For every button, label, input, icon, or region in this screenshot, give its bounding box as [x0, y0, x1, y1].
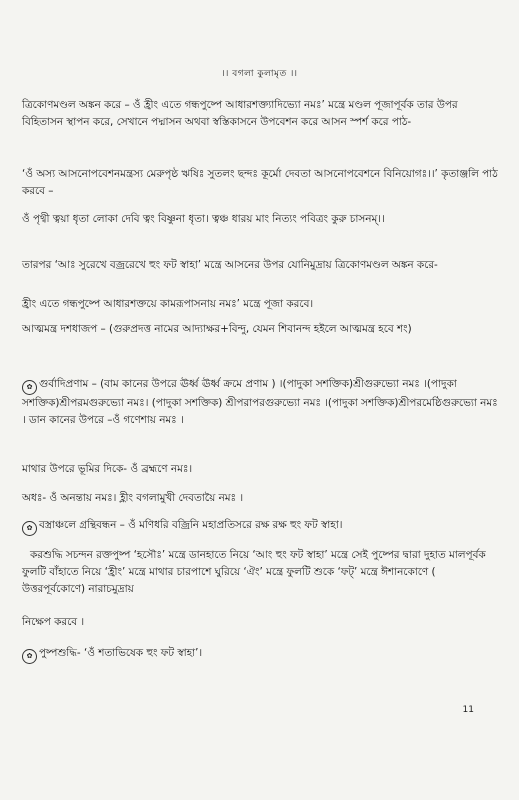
paragraph-granthi-bandhan — [22, 517, 500, 536]
running-header: ।। বগলা কুলামৃত ।। — [221, 69, 298, 79]
section-mark-icon: ✿ — [22, 521, 37, 536]
paragraph-nikshep: নিক্ষেপ করবে । — [22, 616, 85, 628]
paragraph-prithvi-mantra: ওঁ পৃথ্বী ত্বয়া ধৃতা লোকা দেবি ত্বং বিষ্ণুনা ধৃতা। ত্বঞ্চ ধারয় মাং নিত্যং পবিত্রং কুরু চাসনম্।। — [22, 213, 385, 225]
page-number: 11 — [462, 705, 474, 715]
paragraph-guru-pranam — [22, 376, 500, 429]
section-mark-icon: ✿ — [22, 649, 37, 664]
paragraph-pushpa-shuddhi — [22, 645, 500, 664]
paragraph-asana-mantra: ‘ওঁ অস্য আসনোপবেশনমন্ত্রস্য মেরুপৃষ্ঠ ঋষিঃ সুতলং ছন্দঃ কূর্মো দেবতা আসনোপবেশনে বিনিয়োগঃ।।’ কৃতাঞ্জলি পাঠ করবে – — [22, 168, 498, 197]
paragraph-yoni-mudra: তারপর ‘আঃ সুরেখে বজ্ররেখে হুং ফট স্বাহা’ মন্ত্রে আসনের উপর যোনিমুদ্রায় ত্রিকোণমণ্ডল অঙ্কন করে- — [22, 259, 438, 271]
section-mark-icon: ✿ — [22, 380, 37, 395]
pushpa-shuddhi-text: পুষ্পশুদ্ধি- ‘ওঁ শতাভিষেক হুং ফট স্বাহা’। — [39, 647, 203, 659]
paragraph-kara-shuddhi: করশুদ্ধি সচন্দন রক্তপুষ্প ‘হসৌঃ’ মন্ত্রে ডানহাতে নিয়ে ‘আং হুং ফট স্বাহা’ মন্ত্রে সেই পুষ্পের দ্বারা দুহাত মালপূর্বক ফুলটি বাঁহাতে নিয়ে ‘হ্রীং’ মন্ত্রে মাথার চারপাশে ঘুরিয়ে ‘ঐং’ মন্ত্রে ফুলটি শুকে ‘ফট্’ মন্ত্রে ঈশানকোণে ( উত্তরপূর্বকোণে) নারাচমুদ্রায় — [22, 549, 486, 595]
paragraph-atma-mantra: আত্মমন্ত্র দশধাজপ – (গুরুপ্রদত্ত নামের আদ্যাক্ষর+বিন্দু, যেমন শিবানন্দ হইলে আত্মমন্ত্র হবে শং) — [22, 323, 412, 335]
granthi-bandhan-text: বস্ত্রাঞ্চলে গ্রন্থিবন্ধন – ওঁ মণিধরি বজ্রিনি মহাপ্রতিসরে রক্ষ রক্ষ হুং ফট স্বাহা। — [39, 519, 343, 531]
paragraph-ananta: অধঃ- ওঁ অনন্তায় নমঃ। হ্লীং বগলামুখী দেবতায়ৈ নমঃ । — [22, 492, 244, 504]
paragraph-adhara-puja: হ্রীং এতে গন্ধপুষ্পে আধারশক্তয়ে কামরূপাসনায় নমঃ’ মন্ত্রে পূজা করবে। — [22, 298, 314, 310]
paragraph-brahmane: মাথার উপরে ভূমির দিকে- ওঁ ব্রহ্মণে নমঃ। — [22, 463, 193, 475]
guru-pranam-text: গুর্বাদিপ্রণাম – (বাম কানের উপরে ঊর্ধ্ব ঊর্ধ্ব ক্রমে প্রণাম ) ।(পাদুকা সশক্তিক)শ্রীগুরুভ্যো নমঃ ।(পাদুকা সশক্তিক)শ্রীপরমগুরুভ্যো নমঃ। (পাদুকা সশক্তিক) শ্রীপরাপরগুরুভ্যো নমঃ ।(পাদুকা সশক্তিক)শ্রীপরমেষ্ঠিগুরুভ্যো নমঃ । ডান কানের উপরে –ওঁ গণেশায় নমঃ । — [22, 378, 498, 426]
paragraph-trikona-mandala: ত্রিকোণমণ্ডল অঙ্কন করে – ওঁ হ্রীং এতে গন্ধপুষ্পে আধারশক্ত্যাদিভ্যো নমঃ’ মন্ত্রে মণ্ডল পূজাপূর্বক তার উপর বিহিতাসন স্থাপন করে, সেখানে পদ্মাসন অথবা স্বস্তিকাসনে উপবেশন করে আসন স্পর্শ করে পাঠ- — [22, 99, 458, 128]
